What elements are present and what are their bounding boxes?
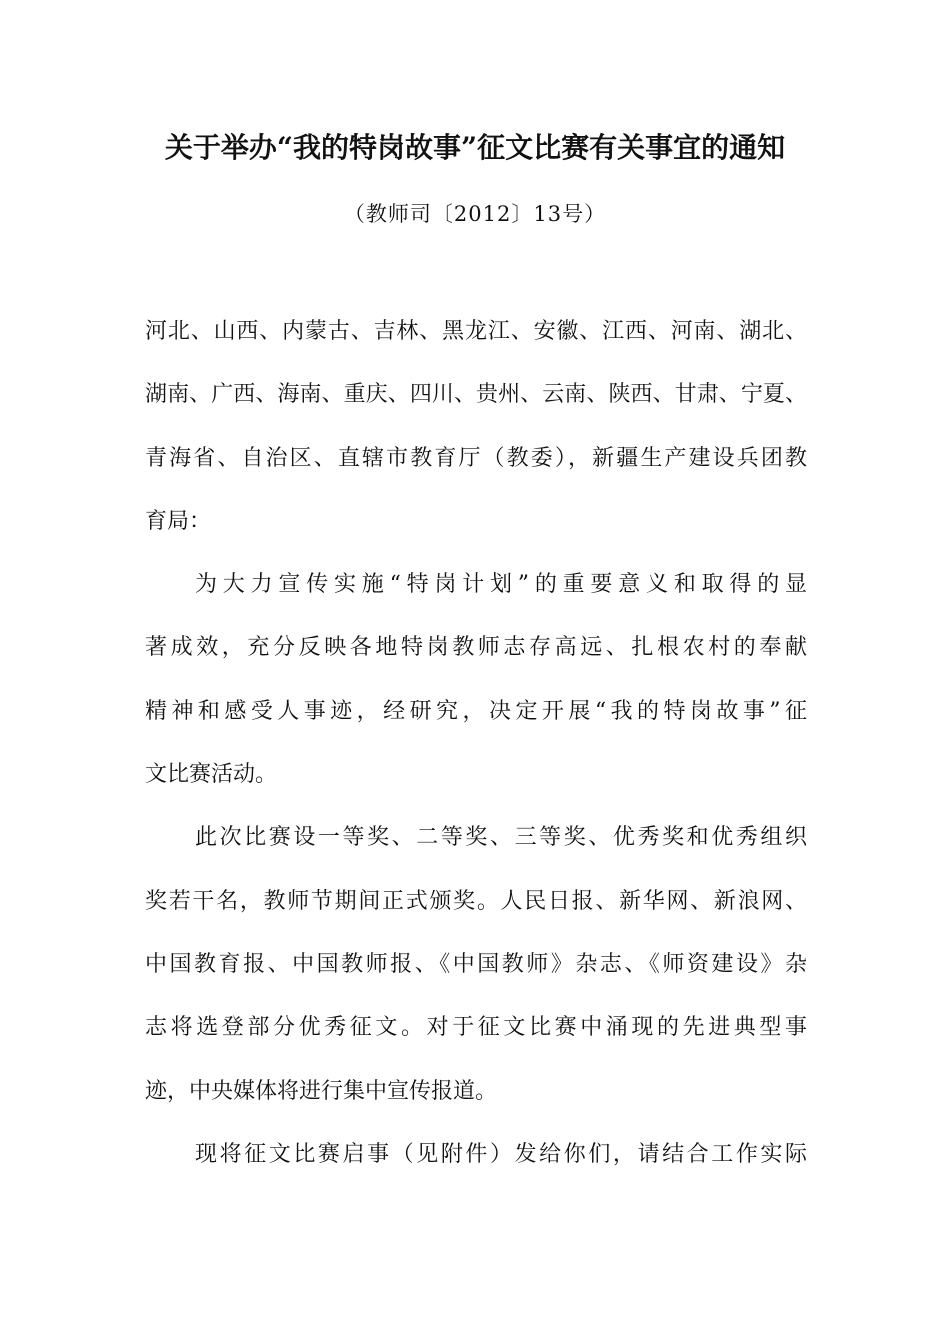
paragraph-line: 文比赛活动。 xyxy=(145,762,278,788)
document-number: （教师司〔2012〕13号） xyxy=(343,202,607,226)
addressee-line: 育局： xyxy=(145,508,212,534)
addressee-line: 河北、山西、内蒙古、吉林、黑龙江、安徽、江西、河南、湖北、 xyxy=(145,319,807,344)
document-title: 关于举办“我的特岗故事”征文比赛有关事宜的通知 xyxy=(164,131,786,164)
paragraph-line: 此次比赛设一等奖、二等奖、三等奖、优秀奖和优秀组织 xyxy=(195,825,807,851)
paragraph-line: 著成效，充分反映各地特岗教师志存高远、扎根农村的奉献 xyxy=(145,635,807,661)
paragraph-line: 志将选登部分优秀征文。对于征文比赛中涌现的先进典型事 xyxy=(145,1015,807,1041)
paragraph-3 xyxy=(145,1123,807,1186)
document-body xyxy=(145,300,807,1186)
paragraph-2 xyxy=(145,806,807,1122)
paragraph-line: 迹，中央媒体将进行集中宣传报道。 xyxy=(145,1078,498,1104)
paragraph-line: 精神和感受人事迹，经研究，决定开展“我的特岗故事”征 xyxy=(145,698,807,724)
paragraph-line: 为大力宣传实施“特岗计划”的重要意义和取得的显 xyxy=(195,572,807,598)
paragraph-line: 中国教育报、中国教师报、《中国教师》杂志、《师资建设》杂 xyxy=(145,951,807,977)
addressee-line: 青海省、自治区、直辖市教育厅（教委），新疆生产建设兵团教 xyxy=(145,445,807,471)
addressee-block xyxy=(145,300,807,553)
paragraph-1 xyxy=(145,553,807,806)
paragraph-line: 现将征文比赛启事（见附件）发给你们，请结合工作实际 xyxy=(195,1141,807,1167)
paragraph-line: 奖若干名，教师节期间正式颁奖。人民日报、新华网、新浪网、 xyxy=(145,888,807,914)
addressee-line: 湖南、广西、海南、重庆、四川、贵州、云南、陕西、甘肃、宁夏、 xyxy=(145,382,807,408)
